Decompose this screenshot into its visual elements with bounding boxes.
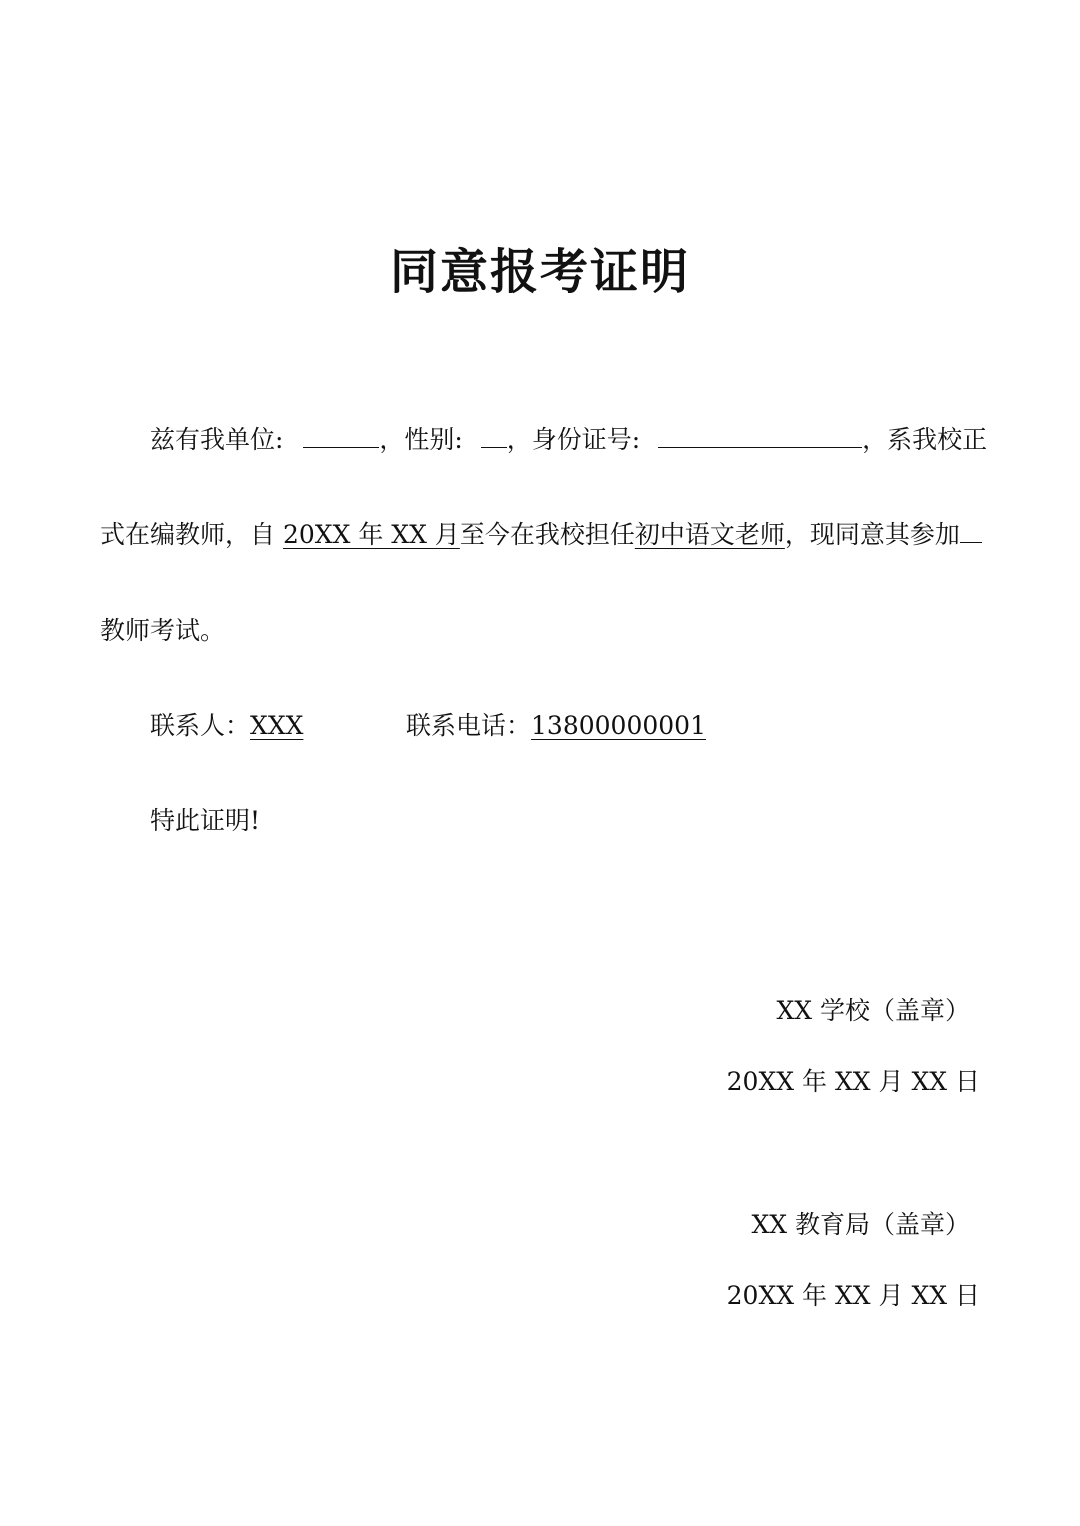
exam-blank (960, 518, 982, 543)
contact-phone-label: 联系电话： (406, 711, 532, 740)
document-title: 同意报考证明 (389, 244, 690, 300)
line2-middle: 至今在我校担任 (459, 520, 635, 549)
employment-start-date: 20XX 年 XX 月 (282, 520, 460, 549)
name-blank (303, 423, 379, 448)
education-bureau-seal-line: XX 教育局（盖章） (751, 1210, 970, 1239)
teaching-position: 初中语文老师 (634, 520, 785, 549)
contact-phone-value: 13800000001 (531, 711, 706, 740)
id-label: ，身份证号: (506, 425, 641, 454)
unit-label: 兹有我单位: (150, 425, 284, 454)
closing-text: 特此证明! (150, 806, 261, 835)
line1-suffix: ，系我校正 (862, 425, 988, 454)
body-line-2 (100, 517, 982, 553)
gender-label: ，性别: (379, 425, 463, 454)
school-date: 20XX 年 XX 月 XX 日 (726, 1067, 980, 1096)
contact-person-label: 联系人： (150, 711, 251, 740)
education-bureau-date: 20XX 年 XX 月 XX 日 (726, 1281, 980, 1310)
body-line-3: 教师考试。 (100, 616, 226, 645)
contact-person-value: XXX (250, 711, 304, 740)
gender-blank (481, 423, 507, 448)
line2-suffix: ，现同意其参加 (784, 520, 960, 549)
school-seal-line: XX 学校（盖章） (776, 996, 970, 1025)
contact-phone-line (406, 708, 706, 744)
contact-line (150, 708, 303, 744)
line2-prefix: 式在编教师，自 (100, 520, 276, 549)
body-line-1 (150, 422, 987, 458)
id-number-blank (658, 423, 862, 448)
